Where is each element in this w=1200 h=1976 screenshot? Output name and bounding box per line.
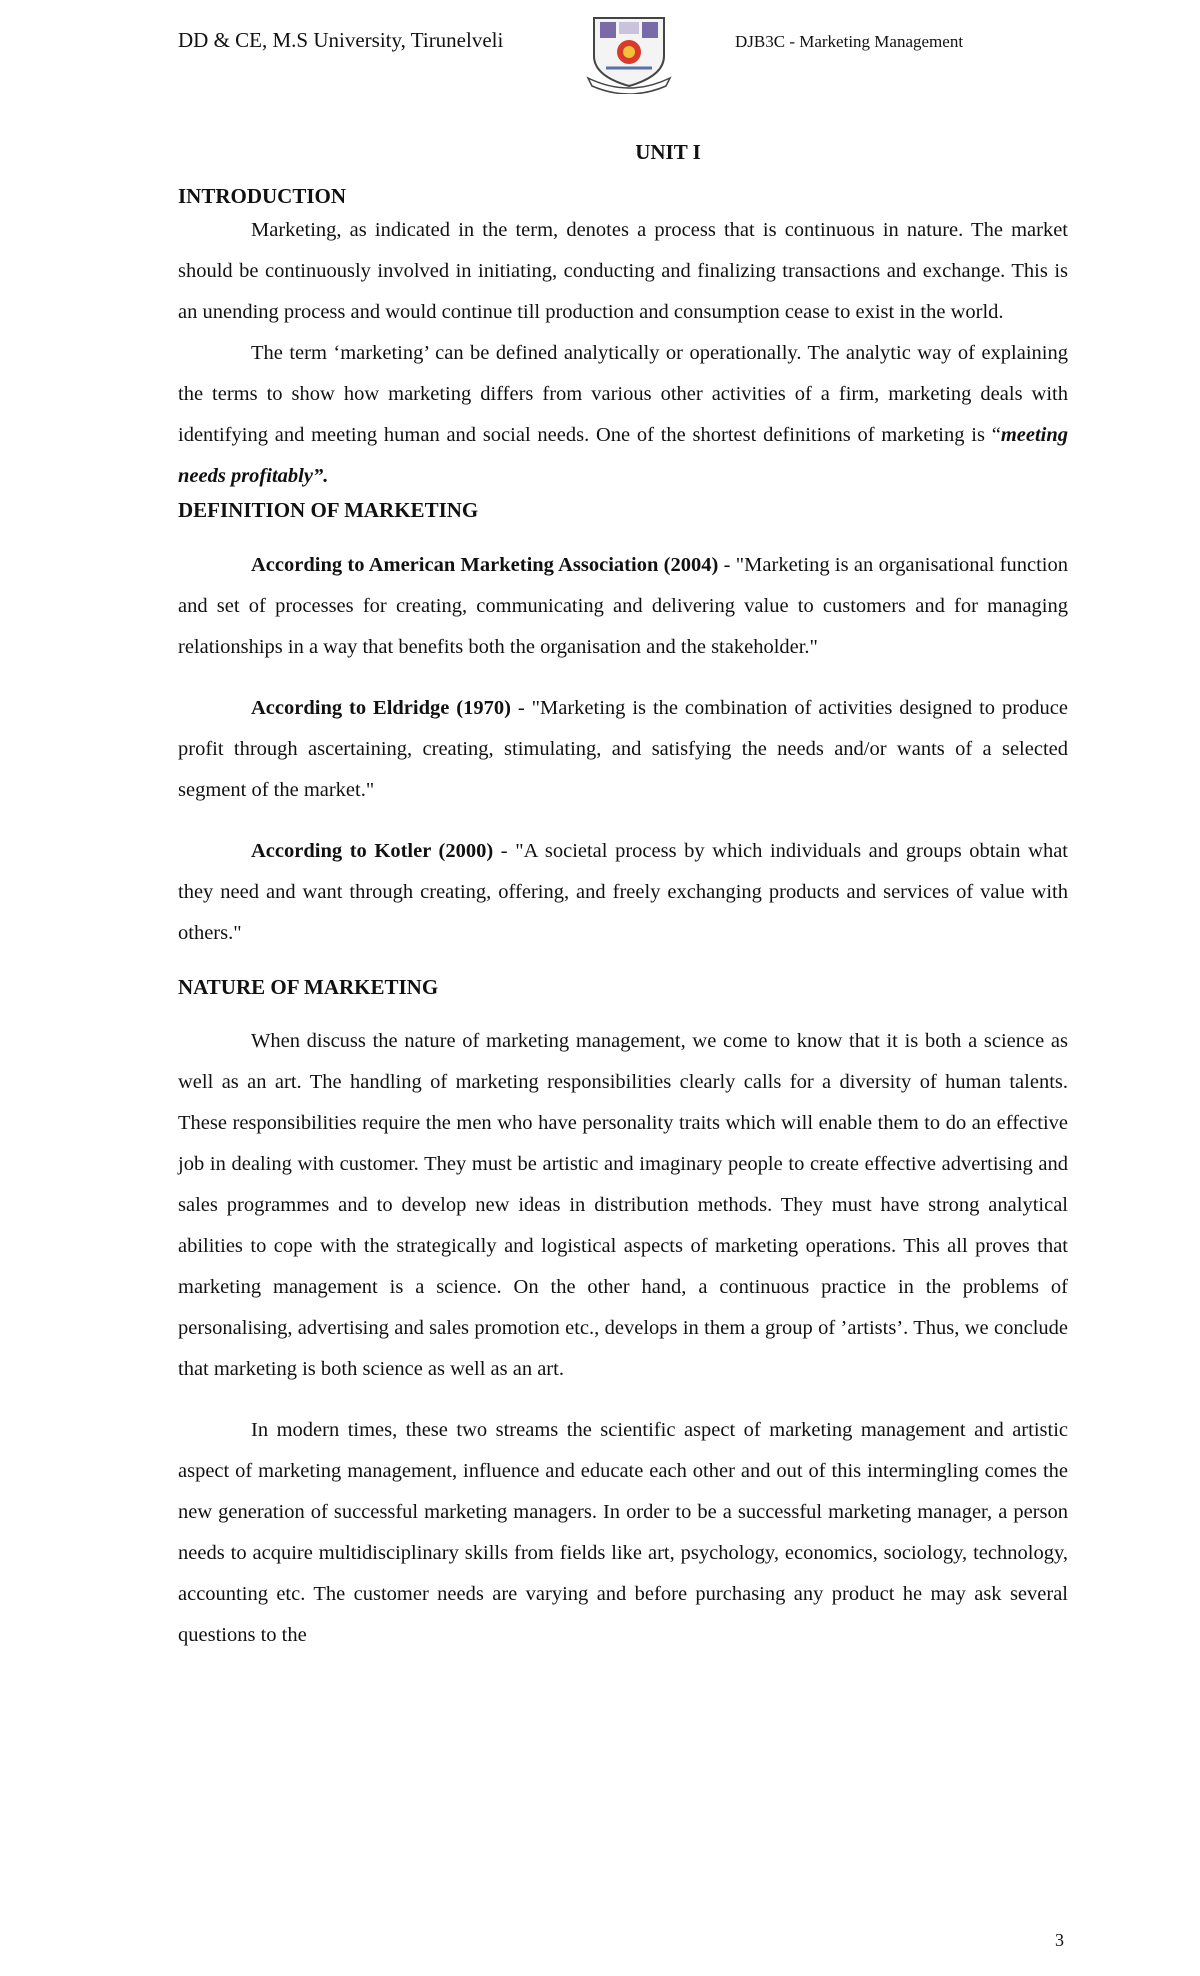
nature-paragraph-2: In modern times, these two streams the scientific aspect of marketing management and artistic aspect of marketing management, influence and educate each other and out of this intermingling comes the new generation of successful marketing managers. In order to be a successful marketing manager, a person needs to acquire multidisciplinary skills from fields like art, psychology, economics, sociology, technology, accounting etc. The customer needs are varying and before purchasing any product he may ask several questions to the (178, 1418, 1068, 1646)
definition-kotler-label: According to Kotler (2000) (251, 839, 494, 862)
introduction-emphasis: meeting needs profitably”. (178, 424, 1068, 488)
spacer (178, 525, 1068, 545)
spacer (178, 668, 1068, 688)
page-content (178, 140, 1068, 1656)
header-course: DJB3C - Marketing Management (735, 32, 964, 51)
definition-eldridge-label: According to Eldridge (1970) (251, 696, 511, 719)
definition-ama-text: - "Marketing is an organisational function and set of processes for creating, communicating and delivering value to customers and for managing relationships in a way that benefits both the organisation and the stakeholder." (178, 553, 1068, 658)
page-number: 3 (1055, 1930, 1064, 1950)
definition-eldridge-text: - "Marketing is the combination of activities designed to produce profit through ascertaining, creating, stimulating, and satisfying the needs and/or wants of a selected segment of the market." (178, 696, 1068, 801)
university-emblem-icon (586, 14, 672, 94)
nature-paragraph-1: When discuss the nature of marketing management, we come to know that it is both a science as well as an art. The handling of marketing responsibilities clearly calls for a diversity of human talents. These responsibilities require the men who have personality traits which will enable them to do an effective job in dealing with customer. They must be artistic and imaginary people to create effective advertising and sales programmes and to develop new ideas in distribution methods. They must have strong analytical abilities to cope with the strategically and logistical aspects of marketing operations. This all proves that marketing management is a science. On the other hand, a continuous practice in the problems of personalising, advertising and sales promotion etc., develops in them a group of ’artists’. Thus, we conclude that marketing is both science as well as an art. (178, 1029, 1068, 1380)
definition-ama (178, 545, 1068, 668)
definition-eldridge (178, 688, 1068, 811)
spacer (178, 954, 1068, 974)
definition-kotler (178, 831, 1068, 954)
spacer (178, 811, 1068, 831)
definition-heading: DEFINITION OF MARKETING (178, 498, 479, 523)
introduction-heading: INTRODUCTION (178, 184, 347, 208)
header-university: DD & CE, M.S University, Tirunelveli (178, 28, 504, 52)
nature-heading: NATURE OF MARKETING (178, 974, 439, 999)
unit-title: UNIT I (635, 140, 701, 164)
introduction-paragraph-1: Marketing, as indicated in the term, denotes a process that is continuous in nature. The market should be continuously involved in initiating, conducting and finalizing transactions and exchange. This is an unending process and would continue till production and consumption cease to exist in the world. (178, 219, 1068, 324)
spacer (178, 1390, 1068, 1410)
definition-kotler-text: - "A societal process by which individuals and groups obtain what they need and want through creating, offering, and freely exchanging products and services of value with others." (178, 839, 1068, 944)
definition-ama-label: According to American Marketing Association (2004) (251, 553, 719, 576)
introduction-paragraph-2-text: The term ‘marketing’ can be defined analytically or operationally. The analytic way of explaining the terms to show how marketing differs from various other activities of a firm, marketing deals with identifying and meeting human and social needs. One of the shortest definitions of marketing is “ (178, 342, 1068, 447)
spacer (178, 1001, 1068, 1021)
introduction-paragraph-2 (178, 333, 1068, 497)
